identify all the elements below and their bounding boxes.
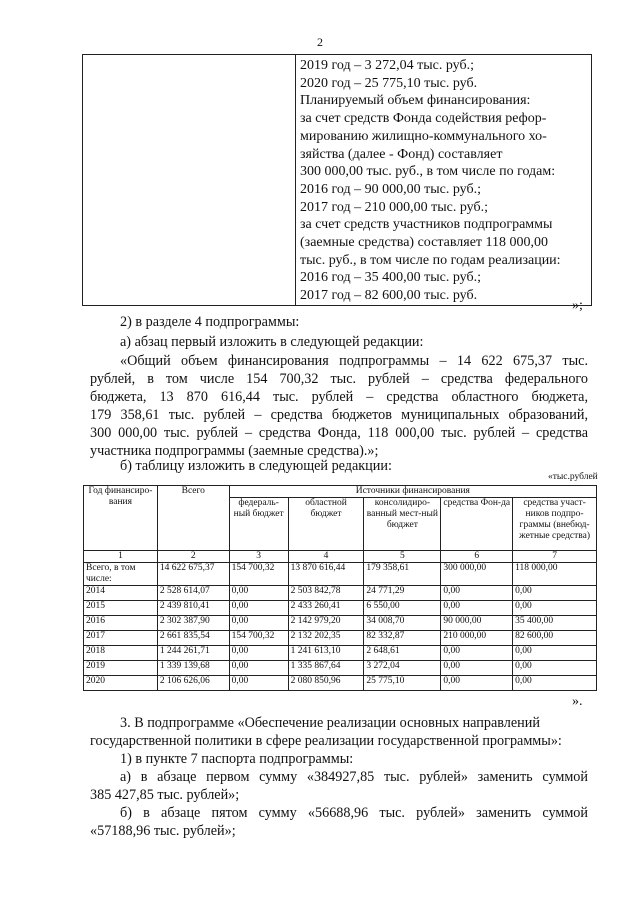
col-number: 1 [84, 551, 158, 563]
passport-line: Планируемый объем финансирования: [300, 93, 531, 109]
section-heading: 2) в разделе 4 подпрограммы: [120, 314, 300, 330]
paragraph-3-line: государственной политики в сфере реализации государственной программы»: [90, 733, 562, 749]
paragraph-3-line: 3. В подпрограмме «Обеспечение реализации основных направлений [120, 715, 540, 731]
table-cell: 2 661 835,54 [157, 631, 229, 646]
table-cell: 300 000,00 [441, 563, 513, 586]
passport-line: за счет средств участников подпрограммы [300, 217, 553, 233]
header-sources: Источники финансирования [229, 486, 596, 498]
table-cell: 179 358,61 [364, 563, 441, 586]
quote-line: 179 358,61 тыс. рублей – средства бюджетов муниципальных образований, [90, 407, 588, 423]
table-row [84, 661, 597, 676]
table-cell: 2 106 626,06 [157, 676, 229, 691]
quote-line: участника подпрограммы (заемные средства).»; [90, 443, 379, 459]
passport-line: за счет средств Фонда содействия рефор- [300, 111, 547, 127]
passport-line: 2017 год – 210 000,00 тыс. руб.; [300, 199, 488, 215]
table-cell: 82 600,00 [513, 631, 597, 646]
table-cell: 2 503 842,78 [288, 586, 364, 601]
table-cell: 118 000,00 [513, 563, 597, 586]
table-cell: 14 622 675,37 [157, 563, 229, 586]
table-row [84, 586, 597, 601]
point-b-line: б) в абзаце пятом сумму «56688,96 тыс. рублей» заменить суммой [120, 805, 588, 821]
point-b-line: «57188,96 тыс. рублей»; [90, 823, 236, 839]
table-cell: 0,00 [441, 661, 513, 676]
passport-line: 2016 год – 90 000,00 тыс. руб.; [300, 181, 481, 197]
table-cell: 0,00 [229, 616, 288, 631]
table-cell: 0,00 [229, 646, 288, 661]
table-cell: 0,00 [513, 586, 597, 601]
item-b: б) таблицу изложить в следующей редакции: [120, 458, 392, 474]
table-row [84, 676, 597, 691]
table-cell: 0,00 [229, 676, 288, 691]
table-cell: 35 400,00 [513, 616, 597, 631]
quote-line: рублей, в том числе 154 700,32 тыс. рублей – средства федерального [90, 371, 588, 387]
table-cell: 0,00 [229, 601, 288, 616]
table-row [84, 631, 597, 646]
table-cell: 2 302 387,90 [157, 616, 229, 631]
table-cell: 34 008,70 [364, 616, 441, 631]
passport-line: 2016 год – 35 400,00 тыс. руб.; [300, 270, 481, 286]
header-regional: областной бюджет [288, 498, 364, 551]
quote-line: бюджета, 13 870 616,44 тыс. рублей – средства областного бюджета, [90, 389, 588, 405]
col-number: 4 [288, 551, 364, 563]
table-cell: 1 339 139,68 [157, 661, 229, 676]
unit-label: «тыс.рублей [548, 472, 598, 482]
table-cell: 13 870 616,44 [288, 563, 364, 586]
passport-line: 300 000,00 тыс. руб., в том числе по годам: [300, 164, 556, 180]
col-number: 2 [157, 551, 229, 563]
table-cell: 0,00 [229, 586, 288, 601]
table-row [84, 601, 597, 616]
closing-quote: »; [572, 298, 583, 313]
table-cell: 2020 [84, 676, 158, 691]
table-cell: 154 700,32 [229, 563, 288, 586]
header-year: Год финансиро-вания [84, 486, 158, 551]
table-cell: 2 132 202,35 [288, 631, 364, 646]
passport-table [82, 54, 592, 306]
table-cell: 0,00 [513, 676, 597, 691]
passport-content-cell [296, 55, 592, 306]
passport-line: мированию жилищно-коммунального хо- [300, 128, 547, 144]
table-cell: 2 142 979,20 [288, 616, 364, 631]
table-cell: 1 244 261,71 [157, 646, 229, 661]
financing-table [83, 485, 597, 691]
table-cell: 2 528 614,07 [157, 586, 229, 601]
table-cell: 2016 [84, 616, 158, 631]
table-cell: 210 000,00 [441, 631, 513, 646]
table-row [84, 563, 597, 586]
passport-line: (заемные средства) составляет 118 000,00 [300, 235, 549, 251]
table-cell: 82 332,87 [364, 631, 441, 646]
table-cell: 2019 [84, 661, 158, 676]
table-cell: 1 335 867,64 [288, 661, 364, 676]
table-cell: 2018 [84, 646, 158, 661]
col-number: 7 [513, 551, 597, 563]
quote-line: «Общий объем финансирования подпрограммы – 14 622 675,37 тыс. [120, 353, 588, 369]
point-a-line: а) в абзаце первом сумму «384927,85 тыс. рублей» заменить суммой [120, 769, 588, 785]
table-cell: 6 550,00 [364, 601, 441, 616]
table-cell: 25 775,10 [364, 676, 441, 691]
table-cell: 0,00 [513, 661, 597, 676]
passport-line: 2017 год – 82 600,00 тыс. руб. [300, 288, 478, 304]
table-cell: 2 080 850,96 [288, 676, 364, 691]
table-cell: 0,00 [441, 586, 513, 601]
quote-line: 300 000,00 тыс. рублей – средства Фонда, 118 000,00 тыс. рублей – средства [90, 425, 588, 441]
table-cell: 2 439 810,41 [157, 601, 229, 616]
table-cell: 24 771,29 [364, 586, 441, 601]
header-local: консолидиро-ванный мест-ный бюджет [364, 498, 441, 551]
passport-line: зяйства (далее - Фонд) составляет [300, 146, 503, 162]
col-number: 6 [441, 551, 513, 563]
closing-quote: ». [572, 694, 583, 709]
passport-line: 2019 год – 3 272,04 тыс. руб.; [300, 58, 474, 73]
table-cell: 154 700,32 [229, 631, 288, 646]
passport-label-cell [83, 55, 296, 306]
header-federal: федераль-ный бюджет [229, 498, 288, 551]
point-a-line: 385 427,85 тыс. рублей»; [90, 787, 240, 803]
table-cell: 0,00 [441, 646, 513, 661]
item-a: а) абзац первый изложить в следующей редакции: [120, 334, 424, 350]
table-cell: 0,00 [441, 676, 513, 691]
point-1: 1) в пункте 7 паспорта подпрограммы: [120, 751, 354, 767]
table-cell: 3 272,04 [364, 661, 441, 676]
table-cell: 90 000,00 [441, 616, 513, 631]
header-participants: средства участ-ников подпро-граммы (внебюд-жетные средства) [513, 498, 597, 551]
col-number: 3 [229, 551, 288, 563]
table-cell: 2015 [84, 601, 158, 616]
table-cell: 2 433 260,41 [288, 601, 364, 616]
passport-line: 2020 год – 25 775,10 тыс. руб. [300, 75, 478, 91]
table-cell: 2017 [84, 631, 158, 646]
passport-line: тыс. руб., в том числе по годам реализации: [300, 252, 561, 268]
table-cell: 1 241 613,10 [288, 646, 364, 661]
table-cell: 0,00 [441, 601, 513, 616]
table-cell: 2 648,61 [364, 646, 441, 661]
table-cell: 0,00 [513, 646, 597, 661]
table-cell: 0,00 [229, 661, 288, 676]
header-total: Всего [157, 486, 229, 551]
table-cell: 0,00 [513, 601, 597, 616]
page-number: 2 [317, 35, 323, 49]
table-cell: 2014 [84, 586, 158, 601]
table-row [84, 646, 597, 661]
table-cell: Всего, в том числе: [84, 563, 158, 586]
table-row [84, 616, 597, 631]
col-number: 5 [364, 551, 441, 563]
header-fund: средства Фон-да [441, 498, 513, 551]
